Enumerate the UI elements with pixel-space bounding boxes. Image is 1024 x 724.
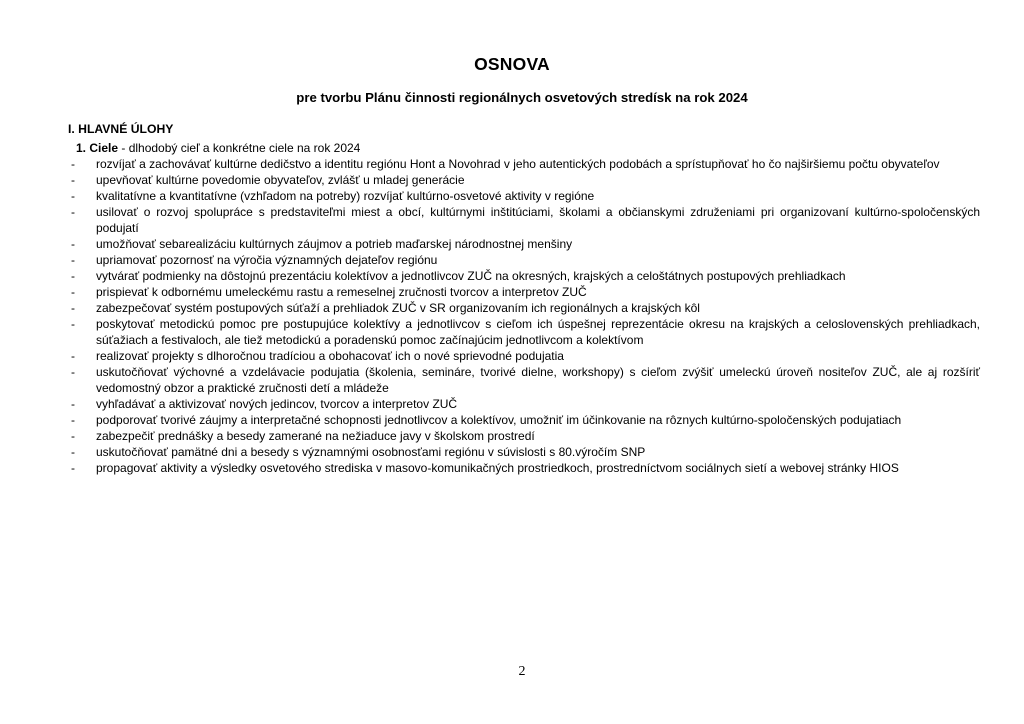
bullet-dash: - [71,173,75,187]
document-subtitle: pre tvorbu Plánu činnosti regionálnych osvetových stredísk na rok 2024 [296,90,748,105]
list-item [68,316,980,348]
document-title: OSNOVA [474,54,550,74]
bullet-dash: - [71,365,75,379]
bullet-dash: - [71,189,75,203]
bullet-dash: - [71,157,75,171]
bullet-list [68,156,980,476]
bullet-dash: - [71,237,75,251]
bullet-dash: - [71,461,75,475]
list-item-text: rozvíjať a zachovávať kultúrne dedičstvo a identitu regiónu Hont a Novohrad v jeho autentických podobách a sprístupňovať ho čo najširšiemu počtu obyvateľov [96,157,940,171]
list-item-text: realizovať projekty s dlhoročnou tradíciou a obohacovať ich o nové sprievodné podujatia [96,349,564,363]
list-item-text: vyhľadávať a aktivizovať nových jedincov, tvorcov a interpretov ZUČ [96,397,458,411]
list-item-text: podporovať tvorivé záujmy a interpretačné schopnosti jednotlivcov a kolektívov, umožniť im účinkovanie na rôznych kultúrno-spoločenských podujatiach [96,413,902,427]
list-item-text: upevňovať kultúrne povedomie obyvateľov, zvlášť u mladej generácie [96,173,465,187]
list-item-text: zabezpečiť prednášky a besedy zamerané na nežiaduce javy v školskom prostredí [96,429,535,443]
subsection-heading [68,140,980,156]
list-item [68,428,980,444]
bullet-dash: - [71,429,75,443]
list-item [68,300,980,316]
bullet-dash: - [71,445,75,459]
list-item-text: poskytovať metodickú pomoc pre postupujúce kolektívy a jednotlivcov s cieľom ich úspešnej reprezentácie okresu na krajských a celoslovenských prehliadkach, súťažiach a festivaloch, ale tiež metodickú a poradenskú pomoc začínajúcim jednotlivcom a kolektívom [96,317,980,347]
list-item [68,268,980,284]
subsection-number-label: 1. Ciele [76,141,119,155]
list-item [68,284,980,300]
list-item-text: upriamovať pozornosť na výročia významných dejateľov regiónu [96,253,438,267]
list-item-text: zabezpečovať systém postupových súťaží a prehliadok ZUČ v SR organizovaním ich regionálnych a krajských kôl [96,301,700,315]
list-item [68,252,980,268]
list-item [68,364,980,396]
list-item [68,172,980,188]
bullet-dash: - [71,253,75,267]
bullet-dash: - [71,413,75,427]
bullet-dash: - [71,285,75,299]
list-item-text: usilovať o rozvoj spolupráce s predstaviteľmi miest a obcí, kultúrnymi inštitúciami, školami a občianskymi združeniami pri organizovaní kultúrno-spoločenských podujatí [96,205,980,235]
list-item-text: vytvárať podmienky na dôstojnú prezentáciu kolektívov a jednotlivcov ZUČ na okresných, krajských a celoštátnych postupových prehliadkach [96,269,846,283]
list-item [68,444,980,460]
list-item-text: uskutočňovať výchovné a vzdelávacie podujatia (školenia, semináre, tvorivé dielne, workshopy) s cieľom zvýšiť umeleckú úroveň nositeľov ZUČ, ale aj rozšíriť vedomostný obzor a praktické zručnosti detí a mládeže [96,365,980,395]
list-item [68,396,980,412]
list-item [68,236,980,252]
list-item-text: propagovať aktivity a výsledky osvetového strediska v masovo-komunikačných prostriedkoch, prostredníctvom sociálnych sietí a webovej stránky HIOS [96,461,899,475]
list-item [68,412,980,428]
bullet-dash: - [71,269,75,283]
list-item [68,204,980,236]
page-number: 2 [518,664,526,679]
bullet-dash: - [71,205,75,219]
list-item [68,188,980,204]
list-item [68,156,980,172]
bullet-dash: - [71,349,75,363]
bullet-dash: - [71,301,75,315]
list-item-text: prispievať k odbornému umeleckému rastu a remeselnej zručnosti tvorcov a interpretov ZUČ [96,285,587,299]
content-body [68,140,980,476]
section-heading: I. HLAVNÉ ÚLOHY [68,122,174,136]
bullet-dash: - [71,397,75,411]
list-item-text: umožňovať sebarealizáciu kultúrnych záujmov a potrieb maďarskej národnostnej menšiny [96,237,573,251]
list-item [68,348,980,364]
list-item-text: kvalitatívne a kvantitatívne (vzhľadom na potreby) rozvíjať kultúrno-osvetové aktivity v regióne [96,189,595,203]
list-item-text: uskutočňovať pamätné dni a besedy s významnými osobnosťami regiónu v súvislosti s 80.výročím SNP [96,445,646,459]
list-item [68,460,980,476]
subsection-text: - dlhodobý cieľ a konkrétne ciele na rok 2024 [118,141,361,155]
bullet-dash: - [71,317,75,331]
